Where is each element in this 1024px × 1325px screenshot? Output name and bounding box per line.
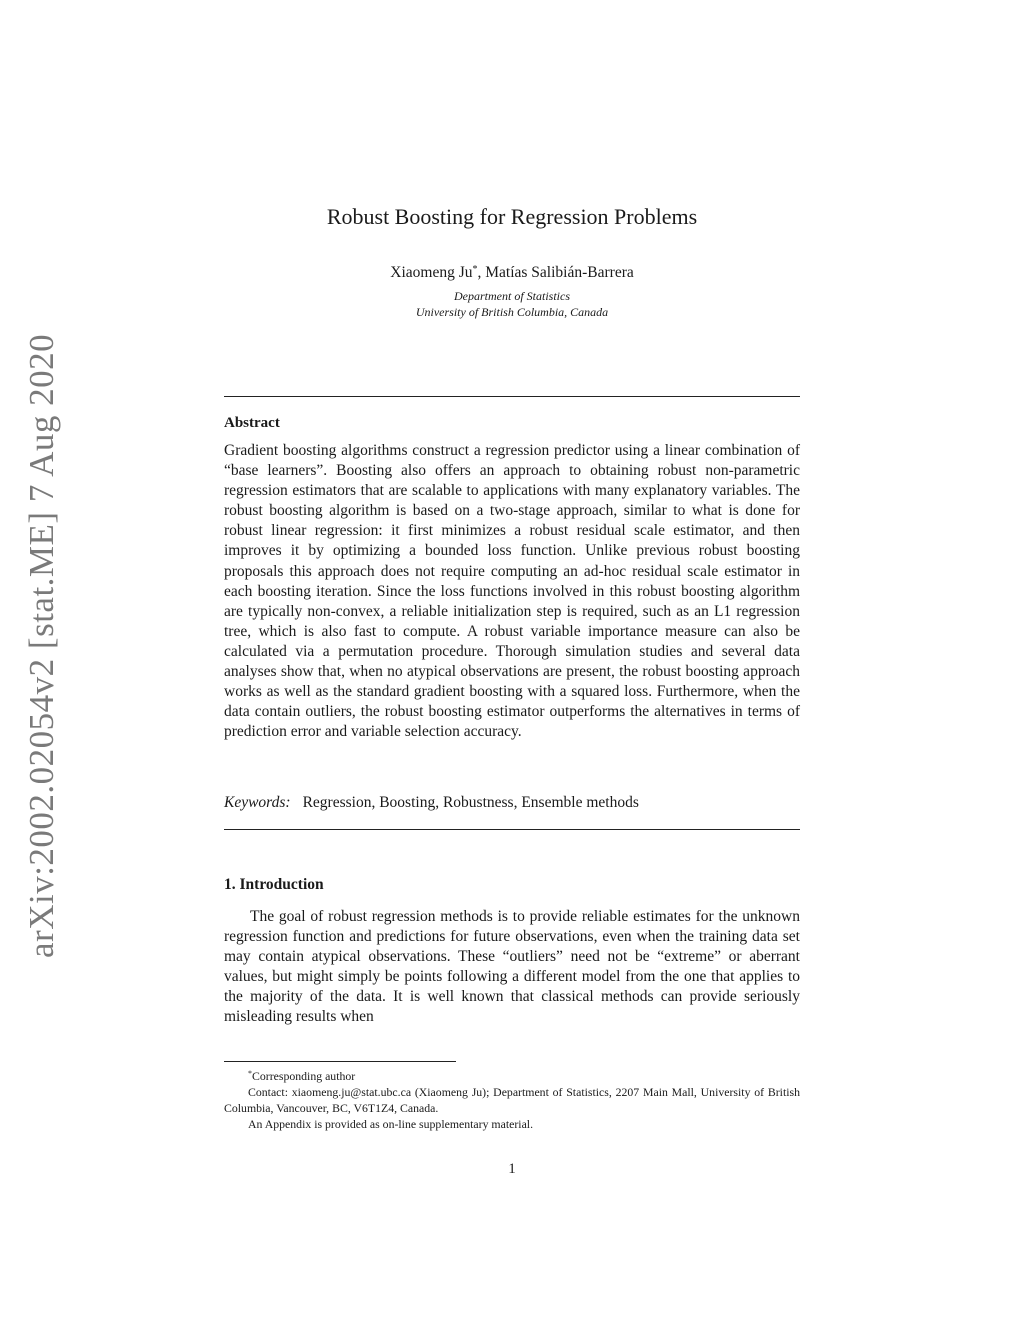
footnote-mark: * [248,1069,252,1078]
abstract-heading: Abstract [224,415,280,431]
author-list [224,259,800,284]
footnote-rule [224,1061,456,1062]
affiliation [224,288,800,320]
paper-title: Robust Boosting for Regression Problems [326,204,698,229]
footnote-appendix: An Appendix is provided as on-line supplementary material. [248,1117,534,1131]
footnote-corresponding [224,1066,800,1084]
footnote-contact: Contact: xiaomeng.ju@stat.ubc.ca (Xiaomeng Ju); Department of Statistics, 2207 Main Mall, University of British Columbia, Vancouver, BC, V6T1Z4, Canada. [224,1085,800,1115]
keywords-values: Regression, Boosting, Robustness, Ensemble methods [302,794,639,811]
arxiv-identifier-stamp: arXiv:2002.02054v2 [stat.ME] 7 Aug 2020 [22,333,61,958]
affiliation-university: University of British Columbia, Canada [415,305,609,319]
keywords-label: Keywords: [224,794,291,811]
abstract-text: Gradient boosting algorithms construct a regression predictor using a linear combination of “base learners”. Boosting also offers an approach to obtaining robust non-parametric regression estimators that are scalable to applications with many explanatory variables. The robust boosting algorithm is based on a two-stage approach, similar to what is done for robust linear regression: it first minimizes a robust residual scale estimator, and then improves it by optimizing a bounded loss function. Unlike previous robust boosting proposals this approach does not require computing an ad-hoc residual scale estimator in each boosting iteration. Since the loss functions involved in this robust boosting algorithm are typically non-convex, a reliable initialization step is required, such as an L1 regression tree, which is also fast to compute. A robust variable importance measure can also be calculated via a permutation procedure. Thorough simulation studies and several data analyses show that, when no atypical observations are present, the robust boosting approach works as well as the standard gradient boosting with a squared loss. Furthermore, when the data contain outliers, the robust boosting estimator outperforms the alternatives in terms of prediction error and variable selection accuracy. [224,442,800,741]
corresponding-author-mark: * [472,264,478,275]
footnote-corresponding-text: Corresponding author [252,1069,356,1083]
section-heading-introduction: 1. Introduction [224,876,324,893]
affiliation-department: Department of Statistics [454,289,570,303]
footnotes [224,1066,800,1132]
author-first: Xiaomeng Ju [390,264,473,281]
keywords-line [224,793,800,813]
abstract-top-rule [224,396,800,397]
introduction-paragraph: The goal of robust regression methods is to provide reliable estimates for the unknown regression function and predictions for future observations, even when the training data set may contain atypical observations. These “outliers” need not be “extreme” or aberrant values, but might simply be points following a different model from the one that applies to the majority of the data. It is well known that classical methods can provide seriously misleading results when [224,908,800,1026]
author-rest: , Matías Salibián-Barrera [477,264,634,281]
abstract-bottom-rule [224,829,800,830]
page-number: 1 [508,1161,516,1177]
